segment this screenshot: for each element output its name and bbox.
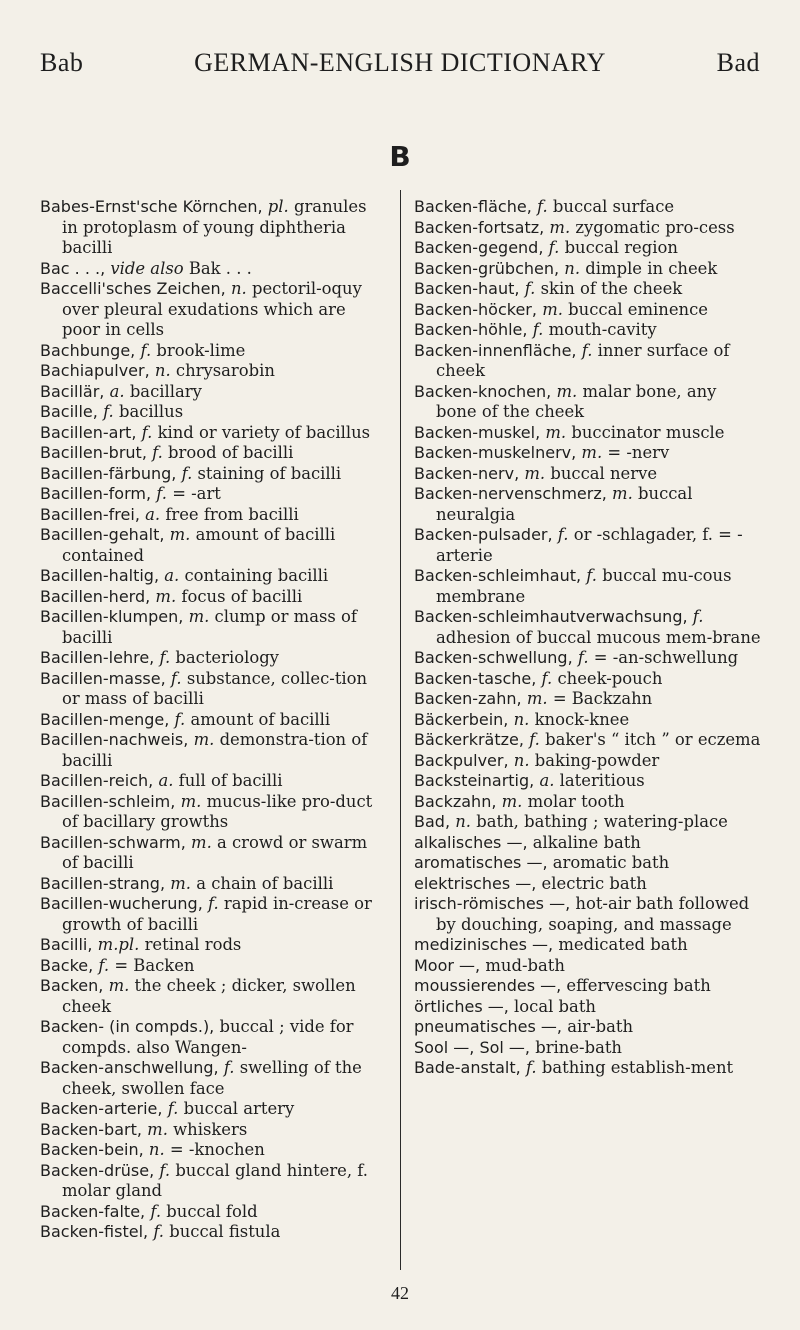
dictionary-entry <box>40 874 385 895</box>
entry-definition: electric bath <box>541 873 647 893</box>
dictionary-entry <box>40 710 385 731</box>
entry-headword: Backzahn, <box>414 791 497 811</box>
dictionary-entry <box>40 833 385 874</box>
entry-definition: demonstra-tion of bacilli <box>62 730 368 770</box>
dictionary-entry <box>40 464 385 485</box>
entry-definition: buccal ; vide for compds. also Wangen- <box>62 1017 354 1057</box>
entry-grammar: f. <box>577 648 589 667</box>
entry-grammar: m. <box>169 525 191 544</box>
entry-definition: a chain of bacilli <box>196 873 334 893</box>
entry-grammar: f. <box>159 648 171 667</box>
entry-grammar: f. <box>532 320 544 339</box>
entry-grammar: f. <box>529 730 540 749</box>
running-header <box>40 48 760 88</box>
dictionary-entry <box>414 238 762 259</box>
entry-definition: full of bacilli <box>178 771 283 790</box>
dictionary-entry <box>40 1161 385 1202</box>
dictionary-entry <box>40 1099 385 1120</box>
dictionary-entry <box>40 1202 385 1223</box>
entry-grammar: f. <box>98 955 110 975</box>
entry-grammar: f. <box>223 1058 235 1077</box>
entry-definition: mud-bath <box>485 955 565 975</box>
entry-headword: Bacillen-färbung, <box>40 463 177 483</box>
entry-definition: focus of bacilli <box>181 586 303 606</box>
entry-grammar: f. <box>159 1160 171 1180</box>
dictionary-entry <box>414 976 762 997</box>
entry-definition: bathing establish-ment <box>541 1058 734 1077</box>
dictionary-entry <box>414 607 762 648</box>
entry-headword: Bacillen-reich, <box>40 771 154 790</box>
dictionary-entry <box>40 730 385 771</box>
dictionary-entry <box>414 341 762 382</box>
dictionary-entry <box>414 730 762 751</box>
entry-definition: buccal artery <box>183 1099 295 1118</box>
entry-definition: = Backzahn <box>552 689 653 708</box>
entry-headword: Bacillen-haltig, <box>40 566 160 585</box>
entry-definition: buccal nerve <box>550 463 658 483</box>
entry-headword: Backen-drüse, <box>40 1160 155 1180</box>
entry-grammar: m. <box>108 976 130 995</box>
entry-definition: local bath <box>514 996 596 1016</box>
entry-definition: buccal fistula <box>169 1222 281 1241</box>
dictionary-entry <box>40 484 385 505</box>
dictionary-entry <box>414 1038 762 1059</box>
entry-headword: Backen-haut, <box>414 279 520 298</box>
entry-grammar: m. <box>524 463 546 483</box>
entry-grammar: f. <box>156 484 167 503</box>
entry-headword: Bacillen-brut, <box>40 443 147 462</box>
entry-grammar: n. <box>513 750 530 770</box>
entry-definition: skin of the cheek <box>540 279 683 298</box>
entry-headword: Backen-arterie, <box>40 1099 163 1118</box>
entry-headword: Bacillen-klumpen, <box>40 607 184 626</box>
entry-headword: Bacillen-nachweis, <box>40 730 189 749</box>
entry-definition: buccal surface <box>552 197 675 216</box>
entry-headword: Backen-fortsatz, <box>414 217 545 237</box>
entry-definition: air-bath <box>567 1017 634 1036</box>
entry-headword: Bachbunge, <box>40 340 136 360</box>
entry-grammar: f. <box>524 279 536 298</box>
entry-headword: Bacillen-form, <box>40 484 152 503</box>
entry-grammar: n. <box>154 361 171 380</box>
entry-headword: Backen-nerv, <box>414 463 520 483</box>
entry-definition: substance, collec-tion or mass of bacilli <box>62 668 368 708</box>
dictionary-entry <box>414 669 762 690</box>
header-first-word: Bab <box>40 48 84 77</box>
entry-headword: medizinisches —, <box>414 935 554 954</box>
entry-definition: alkaline bath <box>532 832 641 852</box>
entry-headword: Bacillen-menge, <box>40 709 170 729</box>
entry-definition: kind or variety of bacillus <box>157 422 371 442</box>
entry-definition: dimple in cheek <box>585 258 718 278</box>
dictionary-entry <box>40 976 385 1017</box>
entry-definition: Bak . . . <box>188 258 252 278</box>
dictionary-entry <box>40 259 385 280</box>
dictionary-entry <box>414 648 762 669</box>
entry-grammar: f. <box>537 197 548 216</box>
entry-definition: molar tooth <box>527 791 625 811</box>
entry-headword: Bacillen-schleim, <box>40 791 176 811</box>
entry-definition: clump or mass of bacilli <box>62 607 357 647</box>
dictionary-entry <box>414 300 762 321</box>
entry-definition: effervescing bath <box>566 976 711 995</box>
entry-grammar: f. <box>152 443 163 462</box>
entry-definition: bacillary <box>129 381 202 401</box>
dictionary-entry <box>414 751 762 772</box>
entry-headword: Backen-gegend, <box>414 238 544 257</box>
entry-definition: or -schlagader, f. = -arterie <box>436 525 743 565</box>
entry-definition: knock-knee <box>534 709 630 729</box>
entry-headword: Backen-grübchen, <box>414 258 560 278</box>
header-title: GERMAN-ENGLISH DICTIONARY <box>194 48 606 77</box>
entry-definition: zygomatic pro-cess <box>575 217 735 237</box>
entry-grammar: m. <box>147 1119 168 1139</box>
entry-grammar: n. <box>513 709 530 729</box>
entry-headword: Backen-bart, <box>40 1119 142 1139</box>
dictionary-entry <box>414 423 762 444</box>
entry-definition: = -art <box>172 484 221 503</box>
entry-grammar: m. <box>612 484 633 503</box>
entry-grammar: m. <box>188 607 210 626</box>
entry-definition: brine-bath <box>535 1037 622 1057</box>
entry-grammar: m. <box>155 586 177 606</box>
entry-grammar: f. <box>692 607 704 626</box>
entry-grammar: m. <box>180 791 202 811</box>
dictionary-entry <box>414 218 762 239</box>
entry-headword: Bad, <box>414 812 451 831</box>
entry-headword: Bacillen-masse, <box>40 668 166 688</box>
entry-grammar: f. <box>153 1222 165 1241</box>
dictionary-entry <box>414 566 762 607</box>
entry-definition: swelling of the cheek, swollen face <box>62 1058 362 1098</box>
dictionary-entry <box>40 648 385 669</box>
entry-grammar: m. <box>191 832 212 852</box>
entry-headword: Backen-fistel, <box>40 1222 149 1241</box>
dictionary-entry <box>414 956 762 977</box>
entry-definition: bacteriology <box>175 648 279 667</box>
dictionary-entry <box>414 689 762 710</box>
entry-headword: Bacille, <box>40 402 98 421</box>
entry-headword: Backen-bein, <box>40 1140 144 1159</box>
entry-definition: buccal fold <box>166 1201 258 1221</box>
entry-definition: = -knochen <box>169 1140 265 1159</box>
entry-headword: Backen-schleimhautverwachsung, <box>414 607 688 626</box>
header-last-word: Bad <box>716 48 760 77</box>
entry-grammar: a. <box>164 566 180 585</box>
dictionary-entry <box>414 484 762 525</box>
entry-headword: elektrisches —, <box>414 873 537 893</box>
section-letter: B <box>389 140 411 173</box>
dictionary-entry <box>40 423 385 444</box>
entry-headword: Bacillen-herd, <box>40 586 151 606</box>
entry-headword: Bäckerkrätze, <box>414 730 524 749</box>
entry-headword: Backen-falte, <box>40 1201 146 1221</box>
entry-headword: Backen-zahn, <box>414 689 522 708</box>
entry-headword: Bacillen-frei, <box>40 504 140 524</box>
entry-definition: the cheek ; dicker, swollen cheek <box>62 976 356 1016</box>
dictionary-entry <box>40 587 385 608</box>
entry-headword: Bacillen-wucherung, <box>40 894 203 913</box>
entry-grammar: f. <box>208 894 219 913</box>
entry-grammar: n. <box>455 812 472 831</box>
dictionary-entry <box>40 1058 385 1099</box>
entry-grammar: f. <box>181 463 193 483</box>
entry-grammar: f. <box>140 340 152 360</box>
entry-definition: brood of bacilli <box>168 443 294 462</box>
dictionary-entry <box>414 710 762 731</box>
entry-headword: Backen-muskel, <box>414 422 541 442</box>
entry-definition: mouth-cavity <box>548 320 657 339</box>
entry-headword: Backen-pulsader, <box>414 525 553 544</box>
entry-headword: Baccelli'sches Zeichen, <box>40 279 226 298</box>
entry-definition: mucus-like pro-duct of bacillary growths <box>62 791 373 831</box>
dictionary-entry <box>414 833 762 854</box>
entry-grammar: m. <box>556 381 578 401</box>
dictionary-entry <box>40 956 385 977</box>
entry-headword: Moor —, <box>414 955 481 975</box>
dictionary-entry <box>40 1140 385 1161</box>
dictionary-entry <box>414 1058 762 1079</box>
entry-grammar: a. <box>158 771 174 790</box>
entry-headword: Backen-nervenschmerz, <box>414 484 607 503</box>
entry-headword: Bac . . ., <box>40 258 106 278</box>
entry-headword: aromatisches —, <box>414 853 548 872</box>
dictionary-entry <box>414 771 762 792</box>
entry-definition: rapid in-crease or growth of bacilli <box>62 894 372 934</box>
dictionary-entry <box>414 853 762 874</box>
entry-headword: Backen-muskelnerv, <box>414 443 577 462</box>
entry-headword: Backe, <box>40 955 94 975</box>
entry-definition: buccal region <box>564 238 678 257</box>
entry-headword: Backen-fläche, <box>414 197 532 216</box>
dictionary-entry <box>414 382 762 423</box>
entry-definition: lateritious <box>559 771 645 790</box>
dictionary-entry <box>40 525 385 566</box>
entry-grammar: f. <box>150 1201 162 1221</box>
entry-grammar: n. <box>564 258 581 278</box>
dictionary-entry <box>414 464 762 485</box>
column-divider <box>400 190 401 1270</box>
entry-headword: Backen-schwellung, <box>414 648 573 667</box>
right-column <box>414 197 762 1079</box>
page-number: 42 <box>391 1283 409 1303</box>
dictionary-entry <box>40 443 385 464</box>
dictionary-entry <box>414 792 762 813</box>
entry-grammar: f. <box>141 422 153 442</box>
entry-grammar: m. <box>542 299 563 319</box>
entry-definition: buccal gland hintere, f. molar gland <box>62 1160 368 1200</box>
entry-grammar: f. <box>586 566 597 585</box>
entry-definition: = -nerv <box>607 443 670 462</box>
entry-grammar: m. <box>526 689 548 708</box>
entry-definition: pectoril-oquy over pleural exudations which are poor in cells <box>62 279 362 339</box>
dictionary-entry <box>40 566 385 587</box>
entry-definition: amount of bacilli <box>190 709 331 729</box>
dictionary-entry <box>40 382 385 403</box>
dictionary-entry <box>414 997 762 1018</box>
dictionary-entry <box>40 361 385 382</box>
entry-headword: Bacillen-lehre, <box>40 648 155 667</box>
entry-definition: adhesion of buccal mucous mem-brane <box>436 627 761 647</box>
dictionary-entry <box>40 505 385 526</box>
entry-definition: containing bacilli <box>184 566 329 585</box>
left-column <box>40 197 385 1243</box>
dictionary-entry <box>414 1017 762 1038</box>
dictionary-entry <box>414 197 762 218</box>
entry-headword: Bade-anstalt, <box>414 1058 521 1077</box>
entry-headword: Bäckerbein, <box>414 709 509 729</box>
entry-definition: buccal neuralgia <box>436 484 693 524</box>
dictionary-entry <box>40 771 385 792</box>
entry-headword: Bacillär, <box>40 381 105 401</box>
entry-grammar: m.pl. <box>97 935 140 954</box>
entry-grammar: m. <box>501 791 523 811</box>
entry-grammar: a. <box>145 504 161 524</box>
entry-headword: Bacillen-schwarm, <box>40 832 186 852</box>
entry-headword: Bacilli, <box>40 935 93 954</box>
entry-headword: Backen-anschwellung, <box>40 1058 219 1077</box>
entry-definition: baker's “ itch ” or eczema <box>545 730 761 749</box>
entry-headword: Backen-innenfläche, <box>414 340 577 360</box>
dictionary-entry <box>40 1017 385 1058</box>
entry-grammar: f. <box>557 525 569 544</box>
entry-headword: pneumatisches —, <box>414 1017 563 1036</box>
dictionary-entry <box>40 279 385 341</box>
entry-grammar: m. <box>581 443 603 462</box>
dictionary-entry <box>40 1120 385 1141</box>
entry-headword: Backen- (in compds.), <box>40 1017 215 1036</box>
dictionary-entry <box>414 443 762 464</box>
dictionary-entry <box>414 874 762 895</box>
entry-definition: retinal rods <box>144 935 242 954</box>
dictionary-entry <box>414 259 762 280</box>
entry-definition: bath, bathing ; watering-place <box>476 812 728 831</box>
dictionary-entry <box>40 341 385 362</box>
entry-definition: baking-powder <box>534 750 660 770</box>
entry-grammar: f. <box>581 340 593 360</box>
entry-definition: cheek-pouch <box>557 668 663 688</box>
entry-headword: Backpulver, <box>414 750 509 770</box>
entry-definition: whiskers <box>173 1119 248 1139</box>
entry-definition: chrysarobin <box>175 361 275 380</box>
entry-headword: Bachiapulver, <box>40 361 150 380</box>
dictionary-entry <box>40 935 385 956</box>
entry-headword: Backen-knochen, <box>414 381 552 401</box>
dictionary-entry <box>414 525 762 566</box>
entry-grammar: m. <box>193 730 215 749</box>
entry-definition: free from bacilli <box>165 504 299 524</box>
dictionary-entry <box>40 197 385 259</box>
entry-grammar: a. <box>109 381 125 401</box>
entry-definition: granules in protoplasm of young diphtheria bacilli <box>62 197 367 257</box>
dictionary-entry <box>414 812 762 833</box>
entry-grammar: f. <box>525 1058 537 1077</box>
entry-definition: staining of bacilli <box>197 463 342 483</box>
entry-definition: buccal mu-cous membrane <box>436 566 732 606</box>
dictionary-entry <box>40 894 385 935</box>
dictionary-entry <box>414 320 762 341</box>
entry-headword: Backen-höhle, <box>414 320 528 339</box>
entry-grammar: n. <box>148 1140 165 1159</box>
entry-grammar: a. <box>539 771 555 790</box>
dictionary-entry <box>414 279 762 300</box>
entry-headword: Bacillen-art, <box>40 422 137 442</box>
entry-definition: buccal eminence <box>568 299 708 319</box>
entry-grammar: f. <box>170 668 182 688</box>
entry-headword: alkalisches —, <box>414 832 528 852</box>
entry-grammar: m. <box>549 217 571 237</box>
entry-grammar: m. <box>545 422 567 442</box>
dictionary-entry <box>40 1222 385 1243</box>
entry-grammar: vide also <box>110 258 184 278</box>
entry-definition: buccinator muscle <box>571 422 725 442</box>
dictionary-entry <box>414 935 762 956</box>
entry-grammar: f. <box>103 402 114 421</box>
entry-definition: brook-lime <box>156 340 246 360</box>
entry-definition: bacillus <box>118 402 184 421</box>
entry-headword: Sool —, Sol —, <box>414 1037 530 1057</box>
entry-definition: = Backen <box>114 955 195 975</box>
entry-headword: moussierendes —, <box>414 976 562 995</box>
entry-grammar: f. <box>548 238 560 257</box>
entry-definition: hot-air bath followed by douching, soaping, and massage <box>436 894 750 934</box>
entry-definition: medicated bath <box>558 935 688 954</box>
entry-definition: a crowd or swarm of bacilli <box>62 832 368 872</box>
entry-headword: Babes-Ernst'sche Körnchen, <box>40 197 263 216</box>
entry-headword: Backen-schleimhaut, <box>414 566 582 585</box>
entry-definition: amount of bacilli contained <box>62 525 336 565</box>
entry-headword: Backen-höcker, <box>414 299 537 319</box>
dictionary-entry <box>40 669 385 710</box>
entry-headword: Bacillen-gehalt, <box>40 525 165 544</box>
dictionary-entry <box>414 894 762 935</box>
entry-grammar: m. <box>170 873 192 893</box>
entry-definition: inner surface of cheek <box>436 340 730 380</box>
dictionary-entry <box>40 607 385 648</box>
entry-definition: = -an-schwellung <box>593 648 739 667</box>
entry-definition: malar bone, any bone of the cheek <box>436 381 717 421</box>
entry-headword: örtliches —, <box>414 996 509 1016</box>
entry-headword: Bacillen-strang, <box>40 873 166 893</box>
entry-grammar: f. <box>541 668 553 688</box>
entry-grammar: n. <box>230 279 247 298</box>
entry-grammar: f. <box>174 709 186 729</box>
dictionary-entry <box>40 402 385 423</box>
dictionary-entry <box>40 792 385 833</box>
entry-grammar: pl. <box>267 197 289 216</box>
entry-headword: Backen, <box>40 976 104 995</box>
entry-headword: Backen-tasche, <box>414 668 537 688</box>
entry-definition: aromatic bath <box>552 853 670 872</box>
entry-grammar: f. <box>167 1099 179 1118</box>
entry-headword: Backsteinartig, <box>414 771 535 790</box>
entry-headword: irisch-römisches —, <box>414 894 571 913</box>
